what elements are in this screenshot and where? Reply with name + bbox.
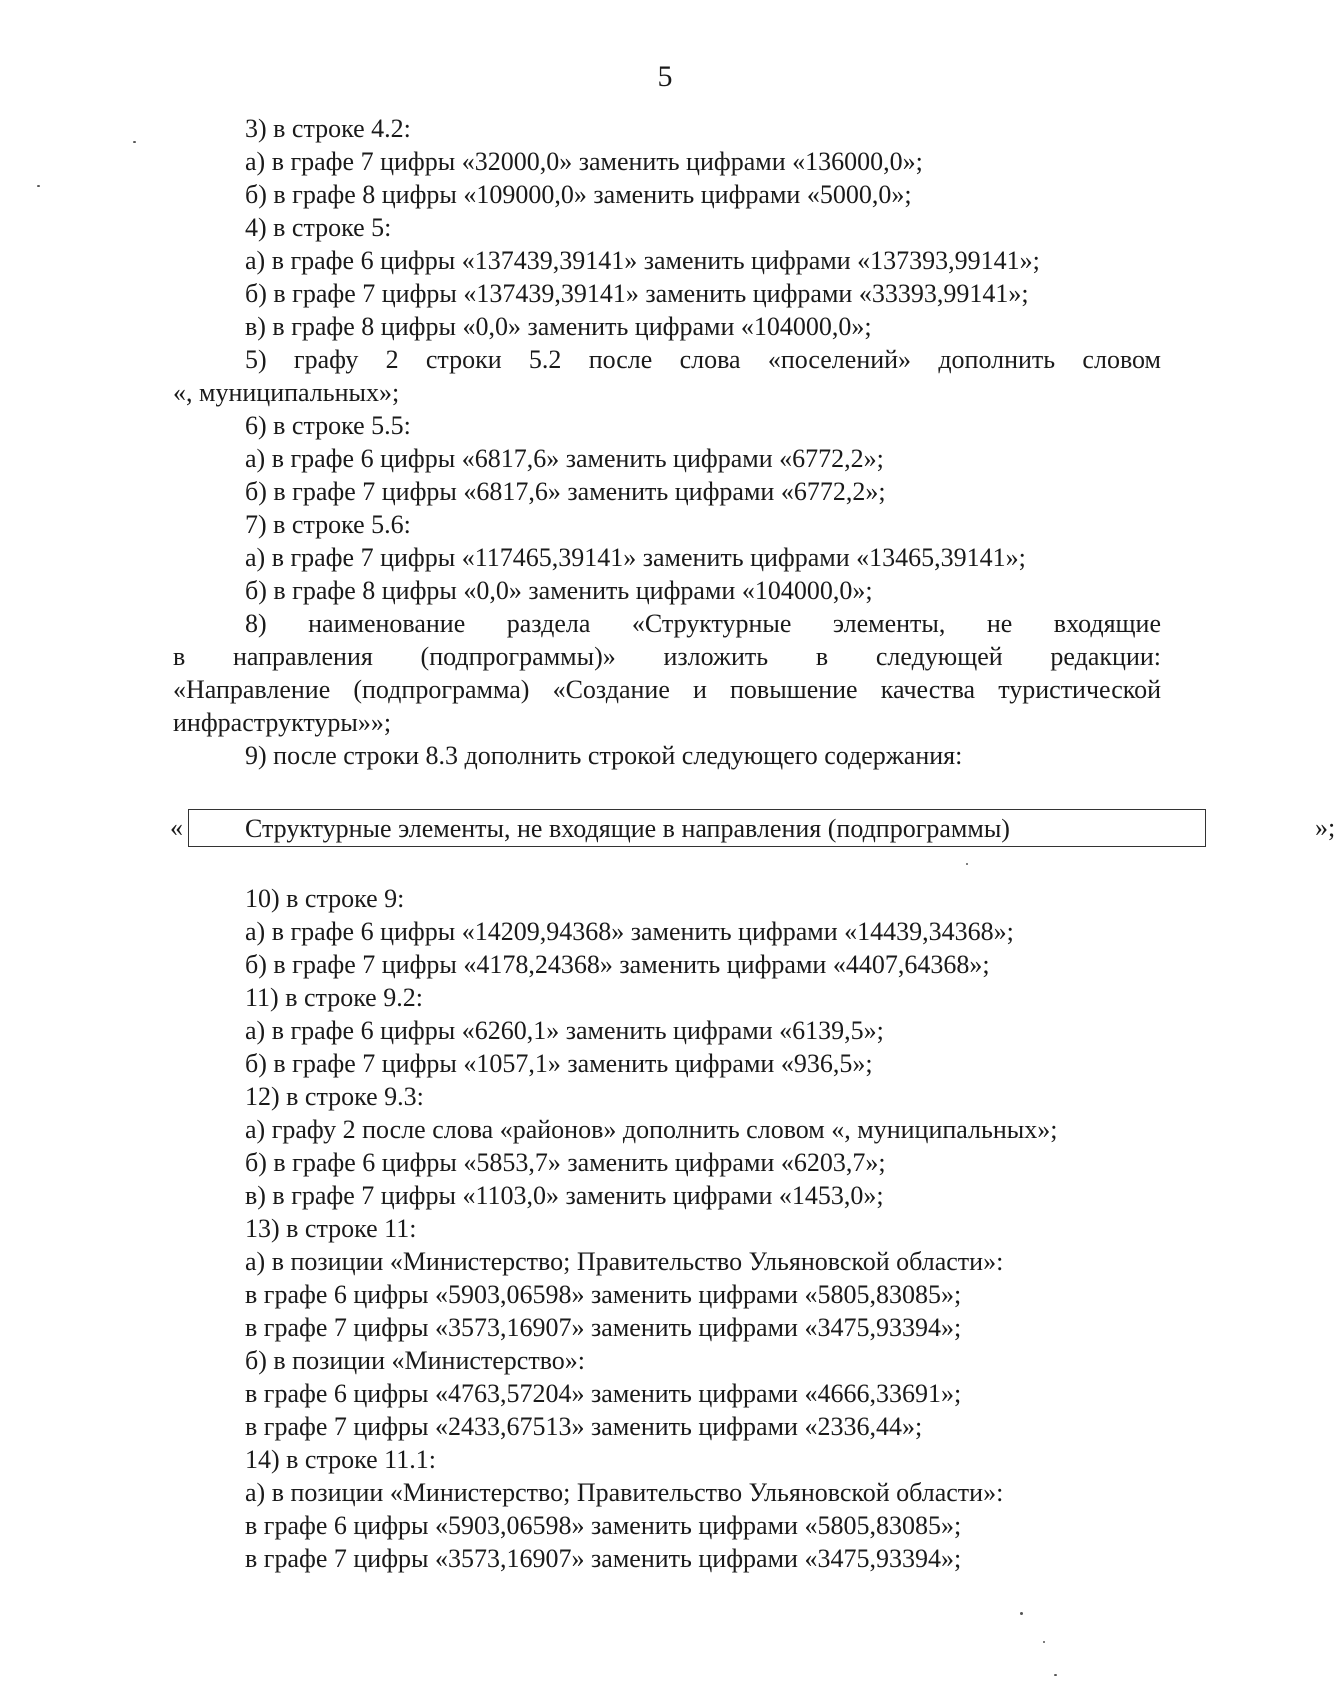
text-line: в) в графе 7 цифры «1103,0» заменить цифрами «1453,0»; xyxy=(245,1181,884,1210)
scan-speck xyxy=(966,863,968,865)
text-line: 10) в строке 9: xyxy=(245,884,405,913)
text-line: 6) в строке 5.5: xyxy=(245,411,411,440)
scan-speck xyxy=(37,185,40,187)
text-line: инфраструктуры»»; xyxy=(173,708,392,737)
text-line: а) в графе 6 цифры «6817,6» заменить цифрами «6772,2»; xyxy=(245,444,884,473)
text-line: а) графу 2 после слова «районов» дополнить словом «, муниципальных»; xyxy=(245,1115,1058,1144)
text-line: в графе 7 цифры «3573,16907» заменить цифрами «3475,93394»; xyxy=(245,1544,962,1573)
text-line: а) в графе 7 цифры «117465,39141» заменить цифрами «13465,39141»; xyxy=(245,543,1026,572)
open-quote: « xyxy=(170,813,183,842)
text-line: в графе 6 цифры «5903,06598» заменить цифрами «5805,83085»; xyxy=(245,1511,962,1540)
text-line: а) в графе 6 цифры «6260,1» заменить цифрами «6139,5»; xyxy=(245,1016,884,1045)
text-line: б) в графе 7 цифры «6817,6» заменить цифрами «6772,2»; xyxy=(245,477,886,506)
page-number: 5 xyxy=(657,60,673,93)
scan-speck xyxy=(1043,1641,1045,1643)
text-line: б) в графе 8 цифры «0,0» заменить цифрами «104000,0»; xyxy=(245,576,873,605)
text-line: в графе 6 цифры «4763,57204» заменить цифрами «4666,33691»; xyxy=(245,1379,962,1408)
scan-speck xyxy=(133,141,136,143)
text-line: 4) в строке 5: xyxy=(245,213,392,242)
text-line: б) в позиции «Министерство»: xyxy=(245,1346,586,1375)
text-line-justified: 5) графу 2 строки 5.2 после слова «поселений» дополнить словом xyxy=(245,345,1161,374)
text-line: 11) в строке 9.2: xyxy=(245,983,423,1012)
text-line-justified: «Направление (подпрограмма) «Создание и повышение качества туристической xyxy=(173,675,1161,704)
text-line: 9) после строки 8.3 дополнить строкой следующего содержания: xyxy=(245,741,963,770)
text-line: а) в графе 7 цифры «32000,0» заменить цифрами «136000,0»; xyxy=(245,147,923,176)
text-line: а) в графе 6 цифры «14209,94368» заменить цифрами «14439,34368»; xyxy=(245,917,1014,946)
text-line-justified: в направления (подпрограммы)» изложить в следующей редакции: xyxy=(173,642,1161,671)
text-line: 3) в строке 4.2: xyxy=(245,114,411,143)
text-line: б) в графе 7 цифры «4178,24368» заменить цифрами «4407,64368»; xyxy=(245,950,990,979)
boxed-table-cell: Структурные элементы, не входящие в направления (подпрограммы) xyxy=(188,809,1206,847)
text-line: «, муниципальных»; xyxy=(173,378,400,407)
text-line: б) в графе 6 цифры «5853,7» заменить цифрами «6203,7»; xyxy=(245,1148,886,1177)
text-line: в графе 7 цифры «3573,16907» заменить цифрами «3475,93394»; xyxy=(245,1313,962,1342)
text-line: б) в графе 8 цифры «109000,0» заменить цифрами «5000,0»; xyxy=(245,180,912,209)
text-line: в графе 6 цифры «5903,06598» заменить цифрами «5805,83085»; xyxy=(245,1280,962,1309)
text-line: 13) в строке 11: xyxy=(245,1214,417,1243)
text-line: в графе 7 цифры «2433,67513» заменить цифрами «2336,44»; xyxy=(245,1412,923,1441)
text-line: б) в графе 7 цифры «137439,39141» заменить цифрами «33393,99141»; xyxy=(245,279,1029,308)
text-line-justified: 8) наименование раздела «Структурные элементы, не входящие xyxy=(245,609,1161,638)
text-line: а) в графе 6 цифры «137439,39141» заменить цифрами «137393,99141»; xyxy=(245,246,1040,275)
scan-speck xyxy=(1054,1674,1057,1676)
text-line: а) в позиции «Министерство; Правительство Ульяновской области»: xyxy=(245,1247,1004,1276)
text-line: 12) в строке 9.3: xyxy=(245,1082,424,1111)
scan-speck xyxy=(1020,1612,1023,1615)
text-line: в) в графе 8 цифры «0,0» заменить цифрами «104000,0»; xyxy=(245,312,872,341)
text-line: 14) в строке 11.1: xyxy=(245,1445,436,1474)
text-line: б) в графе 7 цифры «1057,1» заменить цифрами «936,5»; xyxy=(245,1049,873,1078)
text-line: а) в позиции «Министерство; Правительство Ульяновской области»: xyxy=(245,1478,1004,1507)
text-line: 7) в строке 5.6: xyxy=(245,510,411,539)
close-quote: »; xyxy=(1315,813,1335,842)
